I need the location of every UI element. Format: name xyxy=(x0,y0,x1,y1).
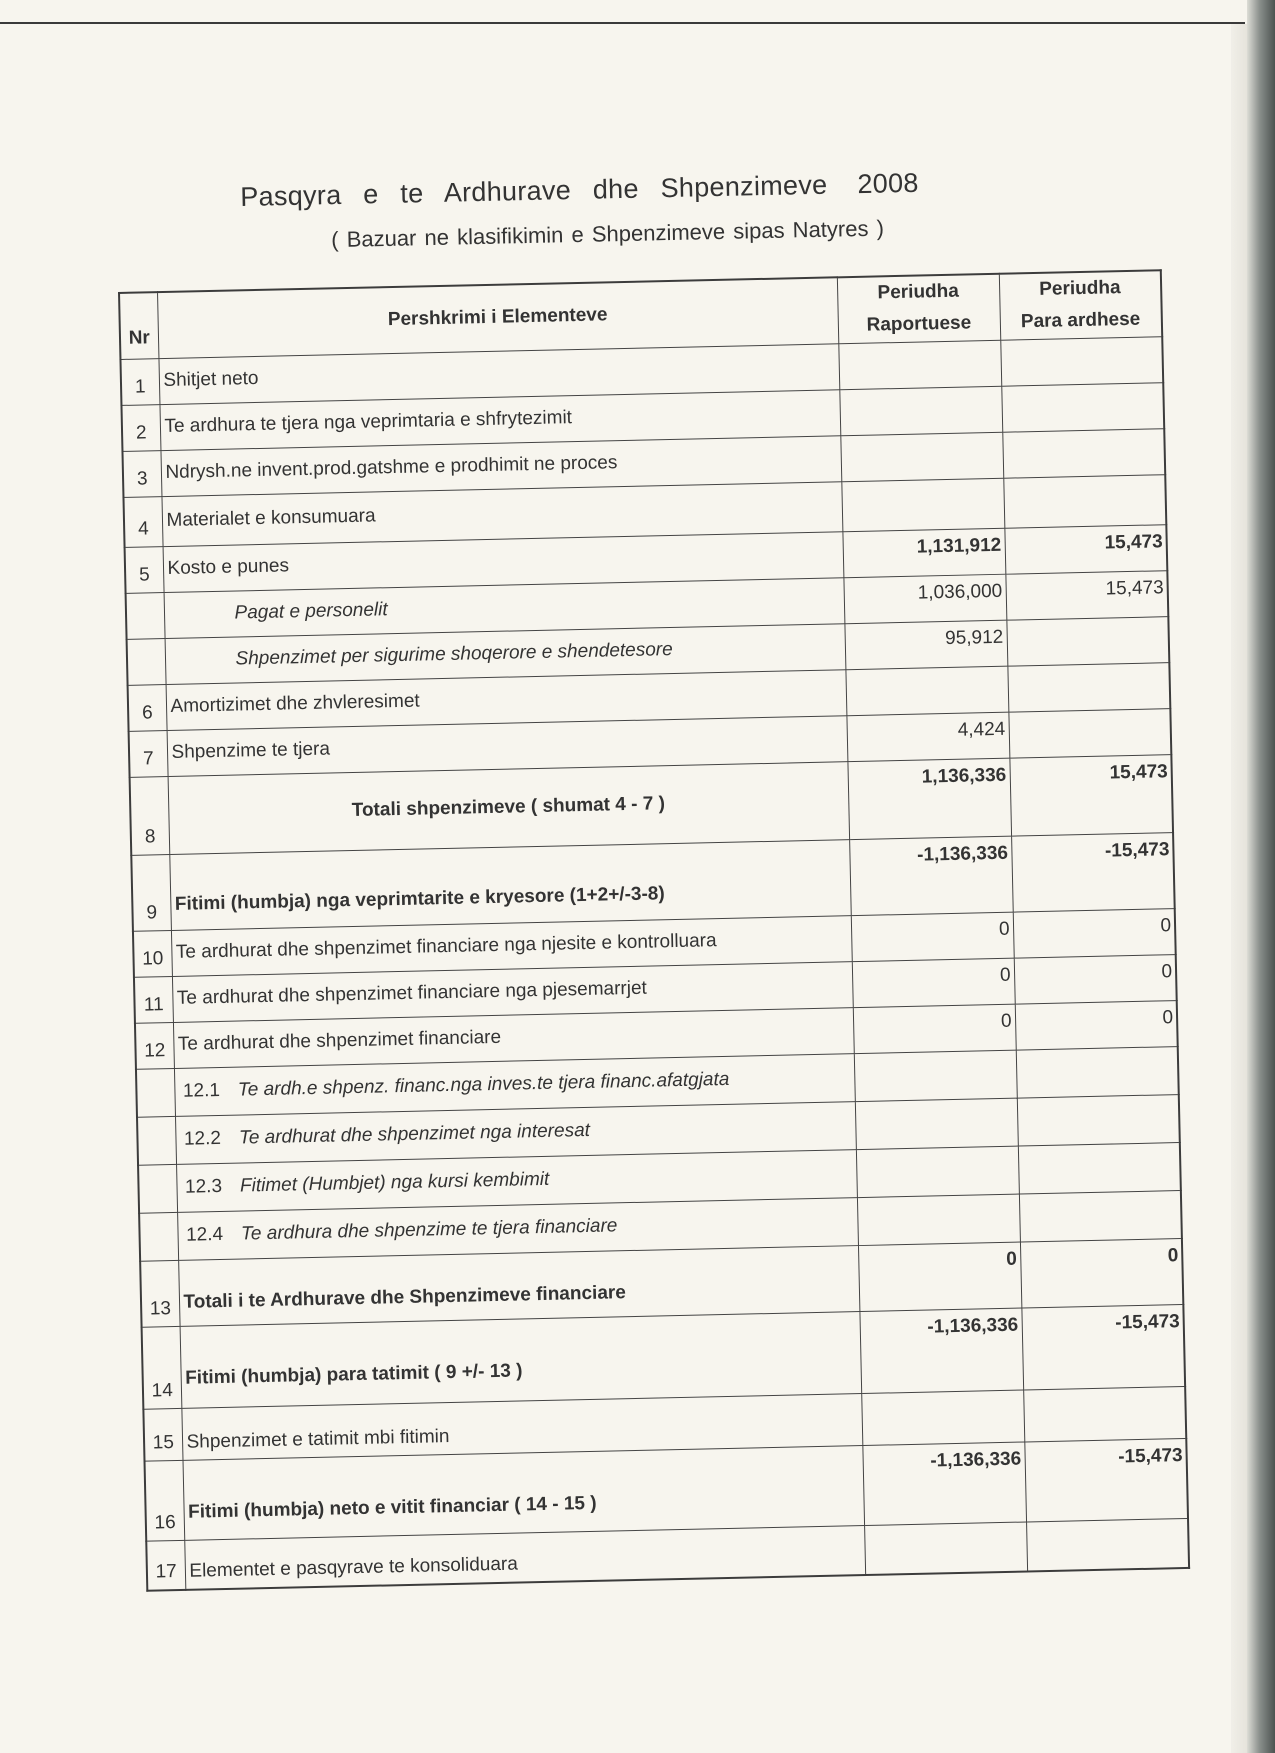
row-previous: -15,473 xyxy=(1024,1438,1188,1522)
row-current xyxy=(839,386,1002,436)
row-previous: 0 xyxy=(1020,1238,1183,1308)
row-nr: 13 xyxy=(140,1260,179,1327)
row-nr xyxy=(136,1068,175,1117)
row-current xyxy=(841,478,1004,532)
row-current xyxy=(856,1146,1019,1198)
row-current: 1,136,336 xyxy=(847,758,1011,840)
row-current: -1,136,336 xyxy=(859,1308,1023,1394)
row-sublabel: Fitimet (Humbjet) nga kursi kembimit xyxy=(239,1168,550,1197)
row-current xyxy=(864,1521,1027,1575)
row-sublabel: Te ardhurat dhe shpenzimet nga interesat xyxy=(238,1119,591,1149)
header-description: Pershkrimi i Elementeve xyxy=(157,277,838,358)
row-label: Te ardhurat dhe shpenzimet financiare xyxy=(173,1007,854,1068)
row-previous xyxy=(1017,1094,1180,1146)
row-previous xyxy=(1001,382,1164,432)
row-current xyxy=(857,1194,1020,1246)
row-previous: 15,473 xyxy=(1009,754,1173,836)
row-nr: 8 xyxy=(130,776,170,855)
header-nr: Nr xyxy=(119,292,158,359)
income-statement-table-wrap xyxy=(118,269,1190,1591)
page-right-margin xyxy=(1231,24,1247,1753)
row-nr xyxy=(138,1164,177,1213)
row-label: Amortizimet dhe zhvleresimet xyxy=(166,669,847,730)
row-current xyxy=(840,432,1003,482)
row-previous xyxy=(1007,662,1170,712)
row-nr xyxy=(127,638,166,685)
row-previous xyxy=(1018,1142,1181,1194)
row-current: -1,136,336 xyxy=(862,1442,1026,1526)
row-nr: 7 xyxy=(129,730,168,777)
row-label: Fitimi (humbja) nga veprimtarite e kryesore (1+2+/-3-8) xyxy=(169,839,850,930)
row-current: 1,036,000 xyxy=(843,574,1006,624)
row-previous xyxy=(1003,474,1166,528)
row-subnr: 12.4 xyxy=(185,1223,224,1246)
row-current: 1,131,912 xyxy=(842,528,1005,578)
row-label: Kosto e punes xyxy=(163,531,844,592)
row-nr: 3 xyxy=(122,450,161,497)
row-nr: 10 xyxy=(133,930,172,977)
row-nr xyxy=(126,592,165,639)
row-previous xyxy=(1006,616,1169,666)
row-previous: 0 xyxy=(1015,1000,1178,1050)
row-label: Ndrysh.ne invent.prod.gatshme e prodhimit ne proces xyxy=(160,435,841,496)
row-current xyxy=(854,1050,1017,1102)
row-previous xyxy=(1002,428,1165,478)
row-sublabel: Te ardhura dhe shpenzime te tjera financiare xyxy=(240,1215,618,1245)
row-nr: 16 xyxy=(145,1460,185,1541)
document-header xyxy=(240,165,1041,255)
row-current xyxy=(861,1390,1024,1446)
header-current-line1: Periudha xyxy=(877,280,960,304)
row-label: Fitimi (humbja) neto e vitit financiar ( 14 - 15 ) xyxy=(182,1445,864,1540)
row-nr: 4 xyxy=(123,496,162,547)
row-nr: 6 xyxy=(128,684,167,731)
row-nr: 5 xyxy=(125,546,164,593)
row-previous xyxy=(1000,336,1163,386)
row-previous: 0 xyxy=(1013,908,1176,958)
scanner-shadow xyxy=(1247,0,1275,1753)
row-label: Shpenzimet per sigurime shoqerore e shendetesore xyxy=(165,623,846,684)
row-label: Shpenzimet e tatimit mbi fitimin xyxy=(181,1393,862,1460)
row-nr: 2 xyxy=(121,404,160,451)
row-label: Shpenzime te tjera xyxy=(167,715,848,776)
income-statement-table xyxy=(118,269,1190,1591)
row-label: Totali i te Ardhurave dhe Shpenzimeve financiare xyxy=(178,1245,859,1326)
row-previous: -15,473 xyxy=(1011,832,1175,912)
row-current: -1,136,336 xyxy=(849,836,1013,916)
row-current: 0 xyxy=(852,958,1015,1008)
row-previous: -15,473 xyxy=(1021,1304,1185,1390)
title-text: Pasqyra e te Ardhurave dhe Shpenzimeve xyxy=(240,169,828,212)
row-previous xyxy=(1026,1518,1189,1572)
row-label: Elementet e pasqyrave te konsoliduara xyxy=(184,1525,865,1590)
row-nr: 1 xyxy=(120,358,159,405)
row-nr: 17 xyxy=(146,1540,185,1591)
row-nr: 15 xyxy=(143,1408,182,1461)
row-previous xyxy=(1023,1386,1186,1442)
row-previous: 15,473 xyxy=(1005,570,1168,620)
row-sublabel: Te ardh.e shpenz. financ.nga inves.te tjera financ.afatgjata xyxy=(237,1068,730,1101)
row-nr: 14 xyxy=(142,1326,182,1409)
document-title xyxy=(240,165,1040,213)
page-top-edge xyxy=(0,22,1245,24)
row-current xyxy=(845,666,1008,716)
row-label: Te ardhura te tjera nga veprimtaria e shfrytezimit xyxy=(159,389,840,450)
row-previous xyxy=(1019,1190,1182,1242)
row-label: Te ardhurat dhe shpenzimet financiare nga pjesemarrjet xyxy=(172,961,853,1022)
header-previous-line2: Para ardhese xyxy=(1020,308,1141,333)
row-current: 0 xyxy=(858,1242,1021,1312)
row-previous: 0 xyxy=(1014,954,1177,1004)
row-nr xyxy=(137,1116,176,1165)
row-subnr: 12.3 xyxy=(184,1175,223,1198)
row-nr xyxy=(139,1212,178,1261)
row-nr: 9 xyxy=(131,854,171,931)
row-label: Pagat e personelit xyxy=(164,577,845,638)
row-previous xyxy=(1008,708,1171,758)
row-current: 95,912 xyxy=(844,620,1007,670)
header-previous-period xyxy=(999,270,1162,340)
row-previous: 15,473 xyxy=(1004,524,1167,574)
header-current-line2: Raportuese xyxy=(866,312,972,336)
row-current: 4,424 xyxy=(846,712,1009,762)
row-nr: 12 xyxy=(135,1022,174,1069)
row-current xyxy=(838,340,1001,390)
row-current: 0 xyxy=(851,912,1014,962)
row-label: Materialet e konsumuara xyxy=(161,481,842,546)
row-subnr: 12.1 xyxy=(182,1079,221,1102)
row-label: Te ardhurat dhe shpenzimet financiare nga njesite e kontrolluara xyxy=(171,915,852,976)
row-previous xyxy=(1016,1046,1179,1098)
row-nr: 11 xyxy=(134,976,173,1023)
header-previous-line1: Periudha xyxy=(1039,277,1121,301)
row-current: 0 xyxy=(853,1004,1016,1054)
row-current xyxy=(855,1098,1018,1150)
row-label: Fitimi (humbja) para tatimit ( 9 +/- 13 ) xyxy=(180,1311,862,1408)
document-subtitle: ( Bazuar ne klasifikimin e Shpenzimeve sipas Natyres ) xyxy=(330,215,885,253)
row-label: Totali shpenzimeve ( shumat 4 - 7 ) xyxy=(168,761,850,854)
title-year: 2008 xyxy=(857,167,919,200)
row-label: Shitjet neto xyxy=(158,343,839,404)
row-subnr: 12.2 xyxy=(183,1127,222,1150)
header-current-period xyxy=(837,274,1000,344)
